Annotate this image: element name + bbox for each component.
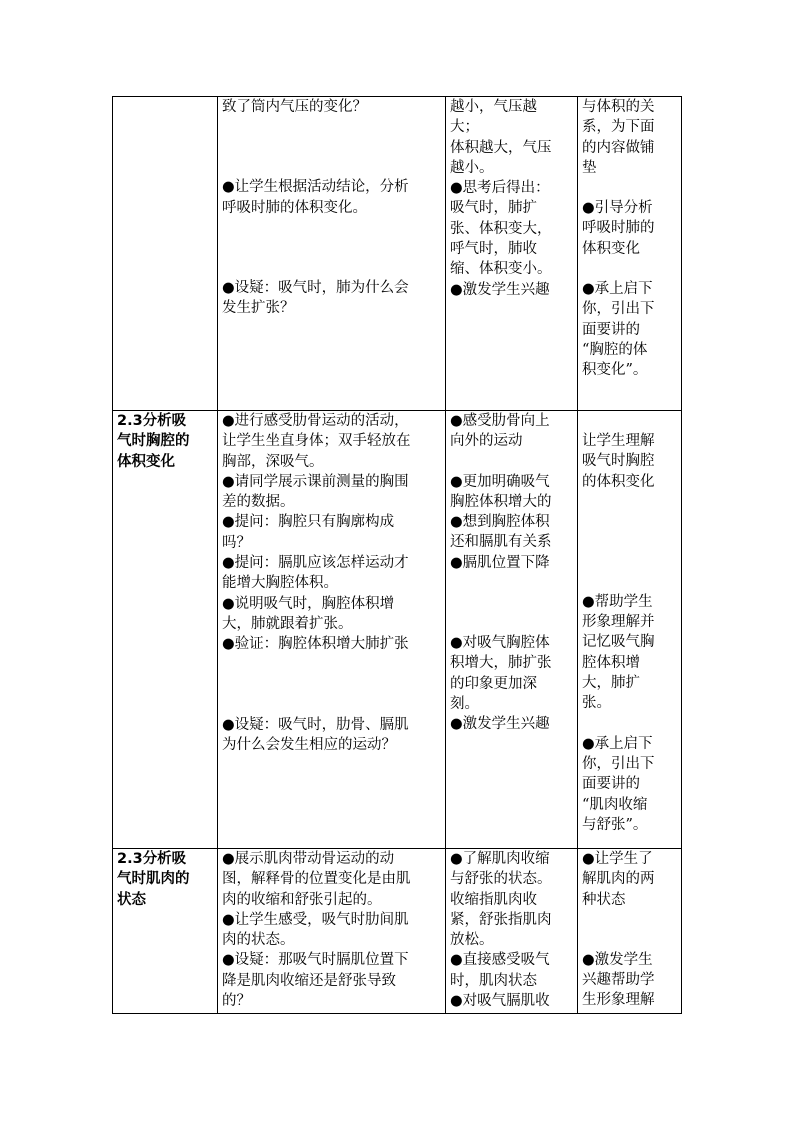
teacher-activity-cell	[218, 411, 446, 849]
cell-line: 面要讲的	[582, 776, 640, 793]
cell-line: 紧，舒张指肌肉	[450, 911, 552, 928]
cell-line: ●直接感受吸气	[450, 952, 550, 969]
cell-line: 差的数据。	[222, 494, 295, 511]
cell-line: ●提问：胸腔只有胸廓构成	[222, 514, 395, 531]
cell-line: 与舒张”。	[582, 816, 648, 833]
cell-line: 胸部，深吸气。	[222, 453, 324, 470]
cell-line: 吸气时胸腔	[582, 453, 655, 470]
cell-line: 与体积的关	[582, 99, 655, 115]
cell-line: ●说明吸气时，胸腔体积增	[222, 595, 395, 612]
cell-line: ●设疑：吸气时，肺为什么会	[222, 279, 409, 296]
cell-line: 吗？	[222, 534, 251, 551]
cell-line: 让学生理解	[582, 433, 655, 449]
cell-line: ●思考后得出：	[450, 180, 550, 197]
cell-line: ●更加明确吸气	[450, 473, 550, 490]
cell-line: ●请同学展示课前测量的胸围	[222, 473, 409, 490]
cell-line: “肌肉收缩	[582, 796, 648, 813]
cell-line: 大；	[450, 119, 479, 136]
cell-line: 刻。	[450, 695, 479, 712]
cell-line: ●激发学生	[582, 951, 653, 968]
cell-line: 吸气时，肺扩	[450, 200, 537, 217]
section-title-line: 体积变化	[117, 453, 175, 470]
cell-line: 呼吸时肺的体积变化。	[222, 199, 367, 216]
purpose-cell	[578, 849, 682, 1014]
cell-line: 呼吸时肺的	[582, 220, 655, 237]
cell-line: ●引导分析	[582, 200, 653, 217]
section-title-line: 2.3分析吸	[117, 851, 187, 867]
cell-line: ●膈肌位置下降	[450, 554, 550, 571]
student-activity-cell	[446, 849, 578, 1014]
cell-line: 降是肌肉收缩还是舒张导致	[222, 972, 396, 989]
cell-line: 还和膈肌有关系	[450, 534, 552, 551]
cell-line: 呼气时，肺收	[450, 241, 537, 258]
cell-line: 张。	[582, 695, 611, 712]
cell-line: ●激发学生兴趣	[450, 281, 550, 298]
cell-line: 为什么会发生相应的运动？	[222, 736, 396, 753]
table-row	[113, 97, 682, 411]
cell-line: 能增大胸腔体积。	[222, 575, 338, 592]
cell-line: 发生扩张？	[222, 300, 295, 317]
cell-line: 的印象更加深	[450, 675, 537, 692]
cell-line: 缩、体积变小。	[450, 261, 552, 278]
cell-line: 你，引出下	[582, 301, 655, 318]
table-row	[113, 411, 682, 849]
table-row	[113, 849, 682, 1014]
cell-line: 胸腔体积增大的	[450, 493, 552, 510]
cell-line: ●让学生根据活动结论，分析	[222, 179, 409, 196]
cell-line: 肉的收缩和舒张引起的。	[222, 891, 382, 908]
cell-line: 与舒张的状态。	[450, 871, 552, 888]
purpose-cell	[578, 97, 682, 411]
cell-line: 积变化”。	[582, 362, 648, 379]
cell-line: 时，肌肉状态	[450, 972, 537, 989]
cell-line: 形象理解并	[582, 614, 655, 631]
teacher-activity-cell	[218, 97, 446, 411]
section-title-line: 状态	[117, 891, 146, 908]
cell-line: 大，肺就跟着扩张。	[222, 615, 353, 632]
cell-line: ●承上启下	[582, 735, 653, 752]
cell-line: 越小。	[450, 159, 494, 176]
cell-line: 记忆吸气胸	[582, 634, 655, 651]
cell-line: 的内容做铺	[582, 139, 655, 156]
cell-line: 放松。	[450, 932, 494, 949]
cell-line: ●设疑：那吸气时膈肌位置下	[222, 952, 409, 969]
cell-line: 腔体积增	[582, 654, 640, 671]
cell-line: “胸腔的体	[582, 341, 648, 358]
cell-line: 系，为下面	[582, 119, 655, 136]
cell-line: 张、体积变大，	[450, 220, 552, 237]
cell-line: 生形象理解	[582, 992, 655, 1009]
cell-line: 种状态	[582, 891, 626, 908]
cell-line: ●了解肌肉收缩	[450, 851, 550, 867]
cell-line: 面要讲的	[582, 321, 640, 338]
cell-line: 你，引出下	[582, 755, 655, 772]
cell-line: ●感受肋骨向上	[450, 413, 550, 429]
lesson-plan-table	[112, 96, 682, 1014]
cell-line: 大，肺扩	[582, 675, 640, 692]
cell-line: 越小，气压越	[450, 99, 537, 115]
student-activity-cell	[446, 411, 578, 849]
cell-line: ●让学生感受，吸气时肋间肌	[222, 911, 409, 928]
cell-line: 解肌肉的两	[582, 871, 655, 888]
section-cell	[113, 97, 218, 411]
cell-line: 体积越大，气压	[450, 139, 552, 156]
section-cell	[113, 849, 218, 1014]
cell-line: ●对吸气膈肌收	[450, 993, 550, 1010]
section-cell	[113, 411, 218, 849]
cell-line: ●展示肌肉带动骨运动的动	[222, 851, 395, 867]
cell-line: 向外的运动	[450, 433, 523, 450]
cell-line: 兴趣帮助学	[582, 972, 655, 989]
cell-line: 收缩指肌肉收	[450, 891, 537, 908]
cell-line: 积增大，肺扩张	[450, 655, 552, 672]
cell-line: 的体积变化	[582, 473, 655, 490]
cell-line: 的？	[222, 993, 251, 1010]
cell-line: 图，解释骨的位置变化是由肌	[222, 871, 411, 888]
cell-line: 体积变化	[582, 240, 640, 257]
cell-line: ●对吸气胸腔体	[450, 635, 550, 652]
cell-line: ●进行感受肋骨运动的活动，	[222, 413, 409, 429]
cell-line: ●验证：胸腔体积增大肺扩张	[222, 636, 409, 653]
cell-line: 致了筒内气压的变化？	[222, 99, 367, 115]
cell-line: 肉的状态。	[222, 932, 295, 949]
cell-line: ●激发学生兴趣	[450, 716, 550, 733]
section-title-line: 2.3分析吸	[117, 413, 187, 429]
student-activity-cell	[446, 97, 578, 411]
cell-line: ●帮助学生	[582, 593, 653, 610]
cell-line: ●提问：膈肌应该怎样运动才	[222, 555, 409, 572]
cell-line: ●承上启下	[582, 281, 653, 298]
cell-line: 让学生坐直身体；双手轻放在	[222, 433, 411, 450]
cell-line: ●让学生了	[582, 851, 653, 867]
purpose-cell	[578, 411, 682, 849]
teacher-activity-cell	[218, 849, 446, 1014]
cell-line: 垫	[582, 159, 597, 176]
cell-line: ●设疑：吸气时，肋骨、膈肌	[222, 716, 409, 733]
section-title-line: 气时胸腔的	[117, 433, 190, 450]
section-title-line: 气时肌肉的	[117, 871, 190, 888]
cell-line: ●想到胸腔体积	[450, 514, 550, 531]
